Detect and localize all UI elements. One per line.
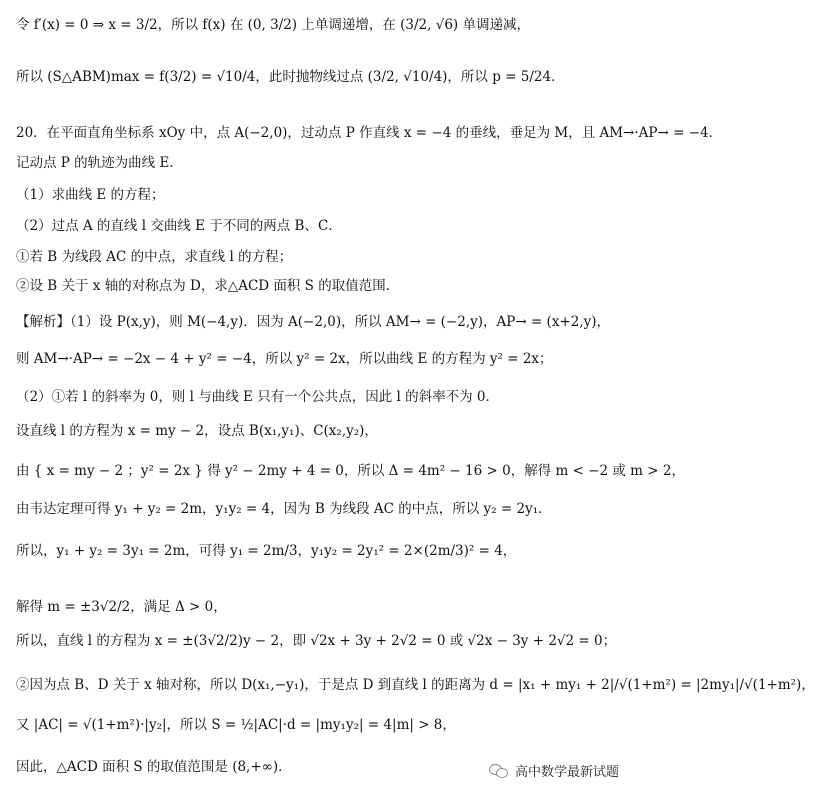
derivative-line: 令 f′(x) = 0 ⇒ x = 3/2，所以 f(x) 在 (0, 3/2) 上单调递增，在 (3/2, √6) 单调递减， bbox=[16, 17, 530, 33]
max-area-line: 所以 (S△ABM)max = f(3/2) = √10/4，此时抛物线过点 (3/2, √10/4)，所以 p = 5/24． bbox=[16, 69, 565, 85]
watermark-text: 高中数学最新试题 bbox=[514, 765, 619, 780]
question-2-part-2: ②设 B 关于 x 轴的对称点为 D，求△ACD 面积 S 的取值范围． bbox=[16, 278, 400, 294]
problem-20-statement-cont: 记动点 P 的轨迹为曲线 E． bbox=[16, 155, 183, 171]
distance-line: ②因为点 B、D 关于 x 轴对称，所以 D(x₁,−y₁)，于是点 D 到直线 l 的距离为 d = |x₁ + my₁ + 2|/√(1+m²) = |2my₁|/√(1+m²)， bbox=[16, 677, 815, 693]
solution-part-1: 【解析】（1）设 P(x,y)，则 M(−4,y)．因为 A(−2,0)，所以 AM→ = (−2,y)，AP→ = (x+2,y)， bbox=[16, 314, 611, 330]
question-2-part-1: ①若 B 为线段 AC 的中点，求直线 l 的方程； bbox=[16, 249, 293, 265]
area-line: 又 |AC| = √(1+m²)·|y₂|，所以 S = ½|AC|·d = |my₁y₂| = 4|m| > 8， bbox=[16, 717, 456, 733]
curve-equation-line: 则 AM→·AP→ = −2x − 4 + y² = −4，所以 y² = 2x，所以曲线 E 的方程为 y² = 2x； bbox=[16, 351, 553, 367]
line-setup: 设直线 l 的方程为 x = my − 2，设点 B(x₁,y₁)、C(x₂,y₂)， bbox=[16, 423, 378, 439]
question-1: （1）求曲线 E 的方程； bbox=[16, 187, 165, 203]
vieta-line: 由韦达定理可得 y₁ + y₂ = 2m，y₁y₂ = 4，因为 B 为线段 AC 的中点，所以 y₂ = 2y₁． bbox=[16, 501, 552, 517]
y1-solve-line: 所以，y₁ + y₂ = 3y₁ = 2m，可得 y₁ = 2m/3，y₁y₂ = 2y₁² = 2×(2m/3)² = 4， bbox=[16, 543, 517, 559]
slope-case-line: （2）①若 l 的斜率为 0，则 l 与曲线 E 只有一个公共点，因此 l 的斜率不为 0． bbox=[16, 389, 499, 405]
problem-20-statement: 20．在平面直角坐标系 xOy 中，点 A(−2,0)，过动点 P 作直线 x = −4 的垂线，垂足为 M，且 AM→·AP→ = −4． bbox=[16, 125, 723, 141]
question-2: （2）过点 A 的直线 l 交曲线 E 于不同的两点 B、C． bbox=[16, 218, 342, 234]
system-line: 由 { x = my − 2 ；y² = 2x } 得 y² − 2my + 4 = 0，所以 Δ = 4m² − 16 > 0，解得 m < −2 或 m > 2， bbox=[16, 463, 685, 479]
m-solve-line: 解得 m = ±3√2/2，满足 Δ > 0， bbox=[16, 599, 227, 615]
line-equation-result: 所以，直线 l 的方程为 x = ±(3√2/2)y − 2，即 √2x + 3y + 2√2 = 0 或 √2x − 3y + 2√2 = 0； bbox=[16, 633, 617, 649]
watermark bbox=[489, 761, 619, 780]
wechat-icon bbox=[489, 762, 509, 779]
conclusion-line: 因此，△ACD 面积 S 的取值范围是 (8,+∞)． bbox=[16, 759, 292, 775]
